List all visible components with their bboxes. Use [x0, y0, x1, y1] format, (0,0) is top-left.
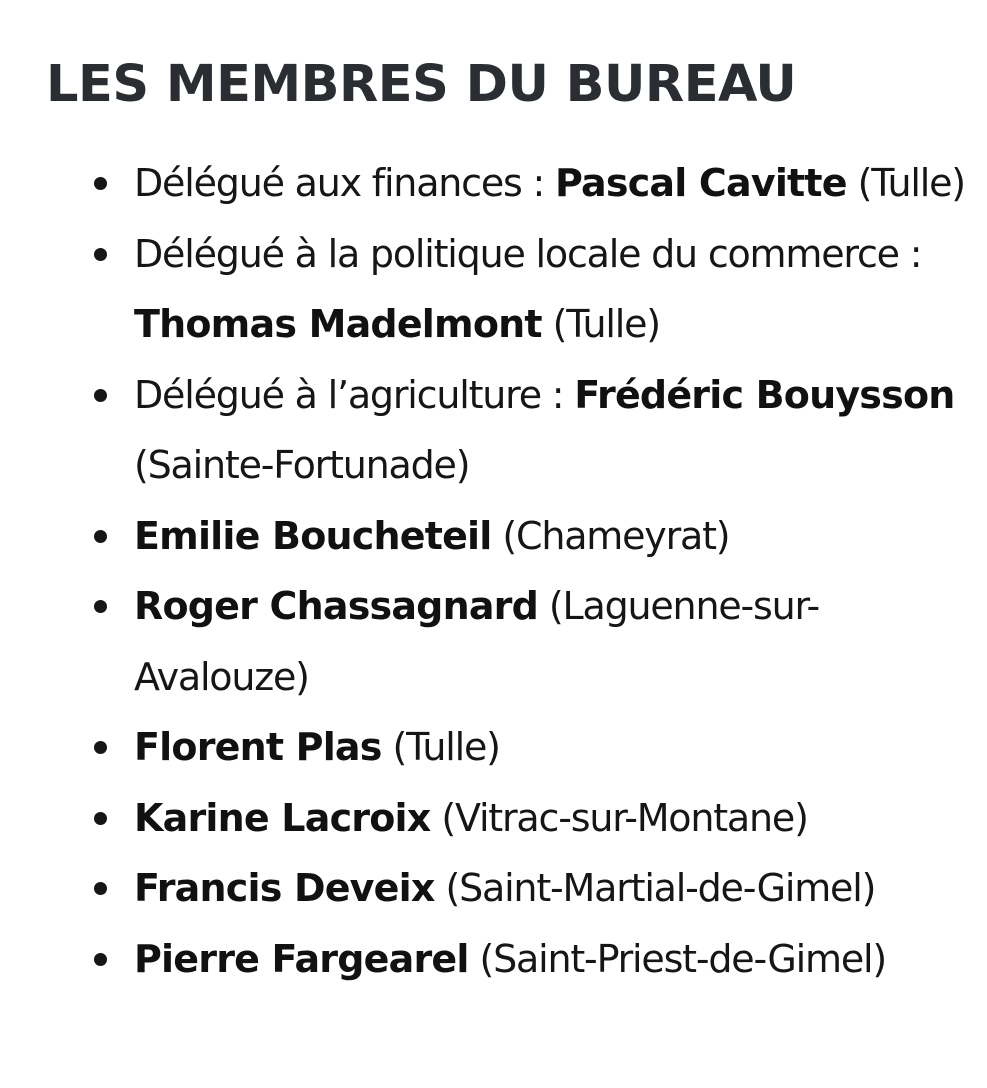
member-role: Délégué à l’agriculture : — [134, 372, 575, 417]
member-role: Délégué à la politique locale du commerce : — [134, 231, 922, 276]
bullet-icon — [94, 530, 107, 543]
bullet-icon — [94, 389, 107, 402]
bullet-icon — [94, 177, 107, 190]
member-place: (Saint-Martial-de-Gimel) — [434, 866, 876, 910]
member-place: (Sainte-Fortunade) — [134, 443, 470, 487]
member-role: Délégué aux finances : — [134, 161, 555, 205]
member-name: Roger Chassagnard — [134, 584, 539, 628]
member-name: Emilie Boucheteil — [134, 513, 492, 558]
bullet-icon — [94, 600, 107, 613]
list-item — [88, 148, 978, 219]
bullet-icon — [94, 741, 107, 754]
member-name: Pierre Fargearel — [134, 936, 469, 981]
bullet-icon — [94, 248, 107, 261]
list-item — [88, 501, 978, 572]
member-place: (Saint-Priest-de-Gimel) — [468, 936, 886, 981]
member-place: (Tulle) — [846, 161, 965, 205]
member-name: Francis Deveix — [134, 866, 435, 910]
bullet-icon — [94, 882, 107, 895]
member-place: (Tulle) — [381, 725, 500, 769]
list-item — [88, 924, 978, 995]
member-name: Florent Plas — [134, 725, 382, 769]
list-item — [88, 783, 978, 854]
member-name: Thomas Madelmont — [134, 302, 542, 346]
list-item — [88, 853, 978, 924]
member-name: Pascal Cavitte — [555, 161, 847, 205]
bullet-icon — [94, 953, 107, 966]
bullet-icon — [94, 812, 107, 825]
page-title: LES MEMBRES DU BUREAU — [46, 55, 797, 114]
member-place: (Chameyrat) — [491, 513, 730, 558]
list-item — [88, 571, 978, 712]
member-place: (Tulle) — [541, 302, 660, 346]
member-place: (Vitrac-sur-Montane) — [430, 795, 808, 840]
list-item — [88, 360, 978, 501]
member-place: (Laguenne-sur-Avalouze) — [134, 584, 820, 699]
member-name: Karine Lacroix — [134, 795, 431, 840]
member-name: Frédéric Bouysson — [574, 372, 955, 417]
list-item — [88, 219, 978, 360]
list-item — [88, 712, 978, 783]
members-list — [88, 148, 978, 994]
